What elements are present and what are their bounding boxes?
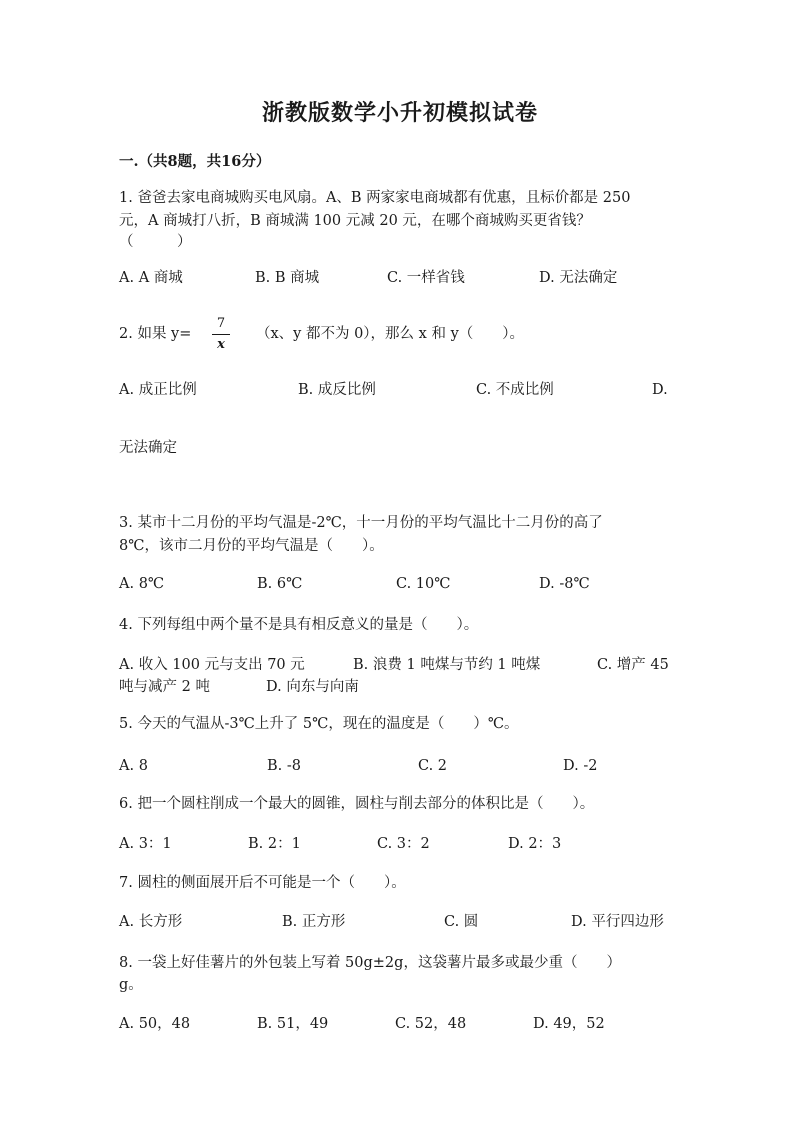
question-3-text-line-2: 8℃，该市二月份的平均气温是（ ）。 bbox=[119, 538, 384, 554]
question-7-option-d: D. 平行四边形 bbox=[571, 914, 664, 930]
question-1-text-line-1: 1. 爸爸去家电商城购买电风扇。A、B 两家家电商城都有优惠，且标价都是 250 bbox=[119, 190, 631, 206]
question-1-option-d: D. 无法确定 bbox=[539, 270, 618, 286]
question-1-text-line-2: 元，A 商城打八折，B 商城满 100 元减 20 元，在哪个商城购买更省钱？ bbox=[119, 213, 591, 229]
question-4-text: 4. 下列每组中两个量不是具有相反意义的量是（ ）。 bbox=[119, 617, 479, 633]
question-7-text: 7. 圆柱的侧面展开后不可能是一个（ ）。 bbox=[119, 875, 406, 891]
question-4-option-d: D. 向东与向南 bbox=[266, 679, 359, 695]
question-7-option-a: A. 长方形 bbox=[119, 914, 183, 930]
question-8-option-b: B. 51，49 bbox=[257, 1016, 329, 1032]
question-6-option-d: D. 2：3 bbox=[508, 836, 562, 852]
question-2-option-a: A. 成正比例 bbox=[119, 382, 197, 398]
section-heading: 一.（共8题，共16分） bbox=[119, 153, 271, 170]
question-1-option-b: B. B 商城 bbox=[255, 270, 320, 286]
question-8-text-line-2: g。 bbox=[119, 977, 143, 993]
question-8-option-d: D. 49，52 bbox=[533, 1016, 605, 1032]
question-2-suffix: （x、y 都不为 0），那么 x 和 y（ ）。 bbox=[256, 326, 525, 342]
question-4-option-b: B. 浪费 1 吨煤与节约 1 吨煤 bbox=[353, 657, 541, 673]
question-3-text-line-1: 3. 某市十二月份的平均气温是-2℃，十一月份的平均气温比十二月份的高了 bbox=[119, 515, 603, 531]
question-8-option-a: A. 50，48 bbox=[119, 1016, 191, 1032]
question-2-option-b: B. 成反比例 bbox=[298, 382, 376, 398]
question-2-option-d-label: D. bbox=[652, 382, 668, 398]
question-6-option-b: B. 2：1 bbox=[248, 836, 301, 852]
question-7-option-b: B. 正方形 bbox=[282, 914, 346, 930]
fraction-denominator: x bbox=[217, 337, 225, 352]
fraction-bar bbox=[212, 334, 230, 335]
question-4-option-c: C. 增产 45 bbox=[597, 657, 669, 673]
question-2-prefix: 2. 如果 y= bbox=[119, 326, 192, 342]
page-title: 浙教版数学小升初模拟试卷 bbox=[261, 100, 538, 126]
question-3-option-c: C. 10℃ bbox=[396, 576, 451, 592]
question-3-option-b: B. 6℃ bbox=[257, 576, 303, 592]
question-7-option-c: C. 圆 bbox=[444, 914, 479, 930]
question-1-answer-blank: （ ） bbox=[119, 234, 192, 250]
question-5-option-a: A. 8 bbox=[119, 758, 148, 774]
question-5-option-b: B. -8 bbox=[267, 758, 301, 774]
question-8-text-line-1: 8. 一袋上好佳薯片的外包装上写着 50g±2g，这袋薯片最多或最少重（ ） bbox=[119, 955, 621, 971]
question-5-text: 5. 今天的气温从-3℃上升了 5℃，现在的温度是（ ）℃。 bbox=[119, 716, 519, 732]
question-3-option-a: A. 8℃ bbox=[119, 576, 165, 592]
question-2-option-d-text: 无法确定 bbox=[119, 440, 177, 456]
question-5-option-c: C. 2 bbox=[418, 758, 448, 774]
question-8-option-c: C. 52，48 bbox=[395, 1016, 467, 1032]
fraction-numerator: 7 bbox=[216, 316, 226, 331]
question-6-option-a: A. 3：1 bbox=[119, 836, 172, 852]
question-4-option-c-wrap: 吨与减产 2 吨 bbox=[119, 679, 210, 695]
question-6-text: 6. 把一个圆柱削成一个最大的圆锥，圆柱与削去部分的体积比是（ ）。 bbox=[119, 796, 595, 812]
question-5-option-d: D. -2 bbox=[563, 758, 598, 774]
question-2-fraction bbox=[212, 316, 230, 353]
question-1-option-a: A. A 商城 bbox=[119, 270, 183, 286]
question-2-option-c: C. 不成比例 bbox=[476, 382, 554, 398]
question-4-option-a: A. 收入 100 元与支出 70 元 bbox=[119, 657, 305, 673]
question-3-option-d: D. -8℃ bbox=[539, 576, 590, 592]
question-6-option-c: C. 3：2 bbox=[377, 836, 430, 852]
question-1-option-c: C. 一样省钱 bbox=[387, 270, 465, 286]
